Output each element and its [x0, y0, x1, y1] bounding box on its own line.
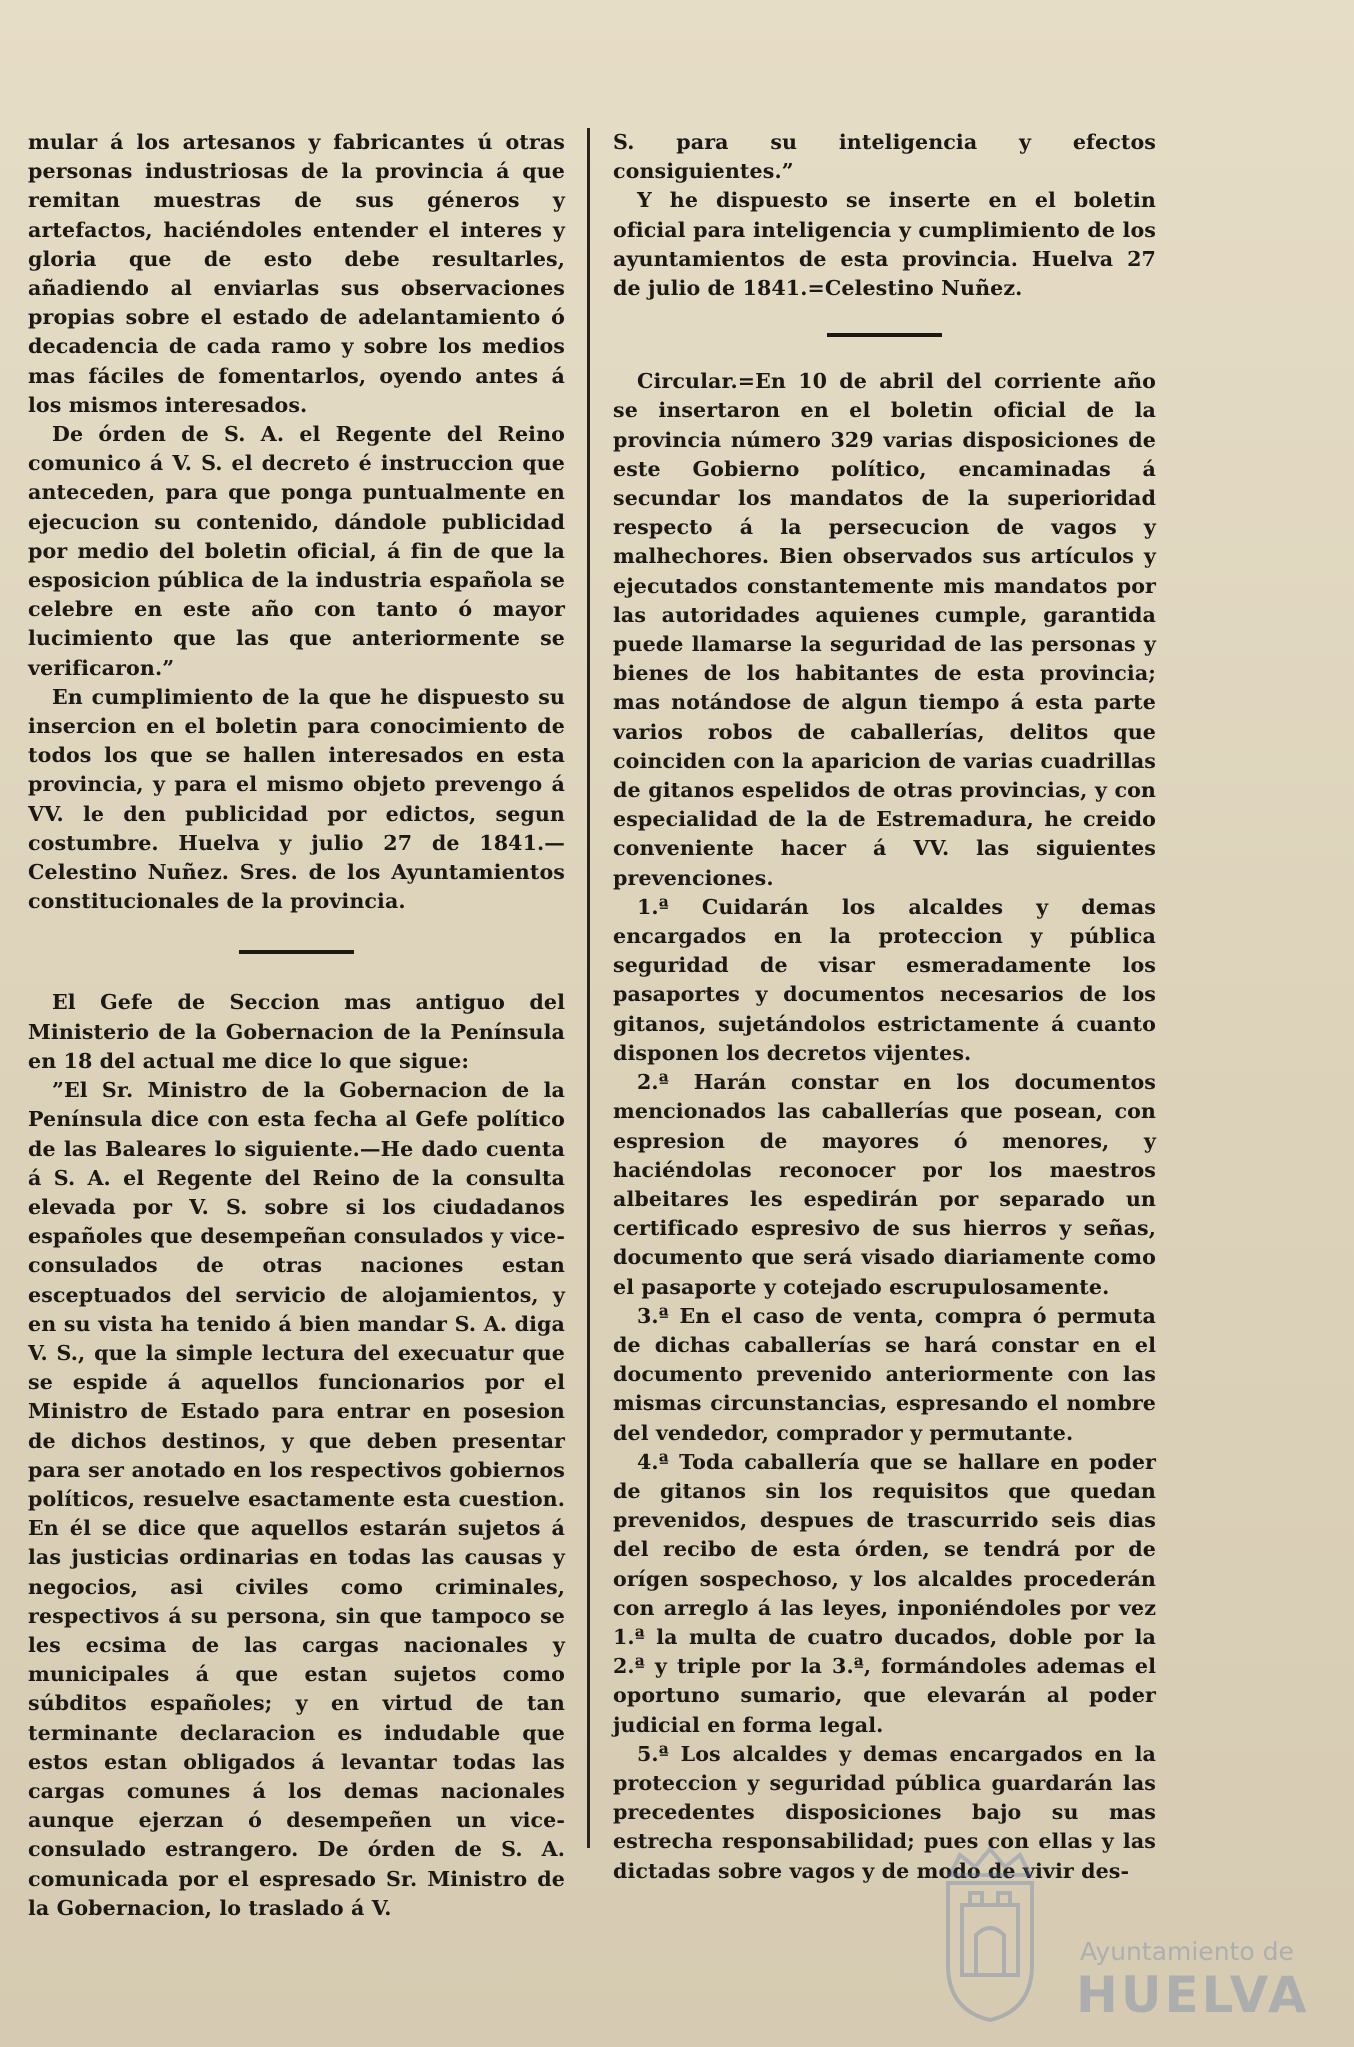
paragraph: mular á los artesanos y fabricantes ú otras personas industriosas de la provincia á que remitan muestras de sus géneros y artefactos, haciéndoles entender el interes y gloria que de esto debe resultarles, añadiendo al enviarlas sus observaciones propias sobre el estado de adelantamiento ó decadencia de cada ramo y sobre los medios mas fáciles de fomentarlos, oyendo antes á los mismos interesados. [28, 130, 565, 417]
paragraph: En cumplimiento de la que he dispuesto su insercion en el boletin para conocimiento de todos los que se hallen interesados en esta provincia, y para el mismo objeto prevengo á VV. le den publicidad por edictos, segun costumbre. Huelva y julio 27 de 1841.—Celestino Nuñez. Sres. de los Ayuntamientos constitucionales de la provincia. [28, 684, 565, 914]
paragraph: S. para su inteligencia y efectos consiguientes.” [613, 130, 1156, 184]
right-column [613, 128, 1156, 1886]
paragraph: El Gefe de Seccion mas antiguo del Ministerio de la Gobernacion de la Península en 18 del actual me dice lo que sigue: [28, 990, 565, 1073]
paragraph: De órden de S. A. el Regente del Reino comunico á V. S. el decreto é instruccion que anteceden, para que ponga puntualmente en ejecucion su contenido, dándole publicidad por medio del boletin oficial, á fin de que la esposicion pública de la industria española se celebre en este año con tanto ó mayor lucimiento que las que anteriormente se verificaron.” [28, 422, 565, 680]
watermark-text: Ayuntamiento de [1080, 1937, 1294, 1966]
section-separator [827, 333, 942, 337]
paragraph: ”El Sr. Ministro de la Gobernacion de la Península dice con esta fecha al Gefe político de las Baleares lo siguiente.—He dado cuenta á S. A. el Regente del Reino de la consulta elevada por V. S. sobre si los ciudadanos españoles que desempeñan consulados y vice-consulados de otras naciones estan esceptuados del servicio de alojamientos, y en su vista ha tenido á bien mandar S. A. diga V. S., que la simple lectura del execuatur que se espide á aquellos funcionarios por el Ministro de Estado para entrar en posesion de dichos destinos, y que deben presentar para ser anotado en los respectivos gobiernos políticos, resuelve esactamente esta cuestion. En él se dice que aquellos estarán sujetos á las justicias ordinarias en todas las causas y negocios, asi civiles como criminales, respectivos á su persona, sin que tampoco se les ecsima de las cargas nacionales y municipales á que estan sujetos como súbditos españoles; y en virtud de tan terminante declaracion es indudable que estos estan obligados á levantar todas las cargas comunes á los demas nacionales aunque ejerzan ó desempeñen un vice-consulado estrangero. De órden de S. A. comunicada por el espresado Sr. Ministro de la Gobernacion, lo traslado á V. [28, 1078, 565, 1920]
city-crest-icon [930, 1835, 1050, 2025]
paragraph: Y he dispuesto se inserte en el boletin oficial para inteligencia y cumplimiento de los ayuntamientos de esta provincia. Huelva 27 de julio de 1841.=Celestino Nuñez. [613, 188, 1156, 301]
section-separator [239, 950, 354, 954]
paragraph: 3.ª En el caso de venta, compra ó permuta de dichas caballerías se hará constar en el documento prevenido anteriormente con las mismas circunstancias, espresando el nombre del vendedor, comprador y permutante. [613, 1303, 1156, 1445]
watermark-title: HUELVA [1076, 1966, 1310, 2024]
paragraph: Circular.=En 10 de abril del corriente año se insertaron en el boletin oficial de la provincia número 329 varias disposiciones de este Gobierno político, encaminadas á secundar los mandatos de la superioridad respecto á la persecucion de vagos y malhechores. Bien observados sus artículos y ejecutados constantemente mis mandatos por las autoridades aquienes cumple, garantida puede llamarse la seguridad de las personas y bienes de los habitantes de esta provincia; mas notándose de algun tiempo á esta parte varios robos de caballerías, delitos que coinciden con la aparicion de varias cuadrillas de gitanos espelidos de otras provincias, y con especialidad de la de Estremadura, he creido conveniente hacer á VV. las siguientes prevenciones. [613, 369, 1156, 890]
paragraph: 5.ª Los alcaldes y demas encargados en la proteccion y seguridad pública guardarán las precedentes disposiciones bajo su mas estrecha responsabilidad; pues con ellas y las dictadas sobre vagos y de modo de vivir des- [613, 1741, 1156, 1883]
watermark [930, 1835, 1330, 2035]
paragraph: 1.ª Cuidarán los alcaldes y demas encargados en la proteccion y pública seguridad de visar esmeradamente los pasaportes y documentos necesarios de los gitanos, sujetándolos estrictamente á cuanto disponen los decretos vijentes. [613, 894, 1156, 1065]
paragraph: 4.ª Toda caballería que se hallare en poder de gitanos sin los requisitos que quedan prevenidos, despues de trascurrido seis dias del recibo de esta órden, se tendrá por de orígen sospechoso, y los alcaldes procederán con arreglo á las leyes, inponiéndoles por vez 1.ª la multa de cuatro ducados, doble por la 2.ª y triple por la 3.ª, formándoles ademas el oportuno sumario, que elevarán al poder judicial en forma legal. [613, 1449, 1156, 1737]
left-column [28, 128, 565, 1923]
column-divider [587, 128, 590, 1848]
paragraph: 2.ª Harán constar en los documentos mencionados las caballerías que posean, con espresion de mayores ó menores, y haciéndolas reconocer por los maestros albeitares les espedirán por separado un certificado espresivo de sus hierros y señas, documento que será visado diariamente como el pasaporte y cotejado escrupulosamente. [613, 1070, 1156, 1299]
